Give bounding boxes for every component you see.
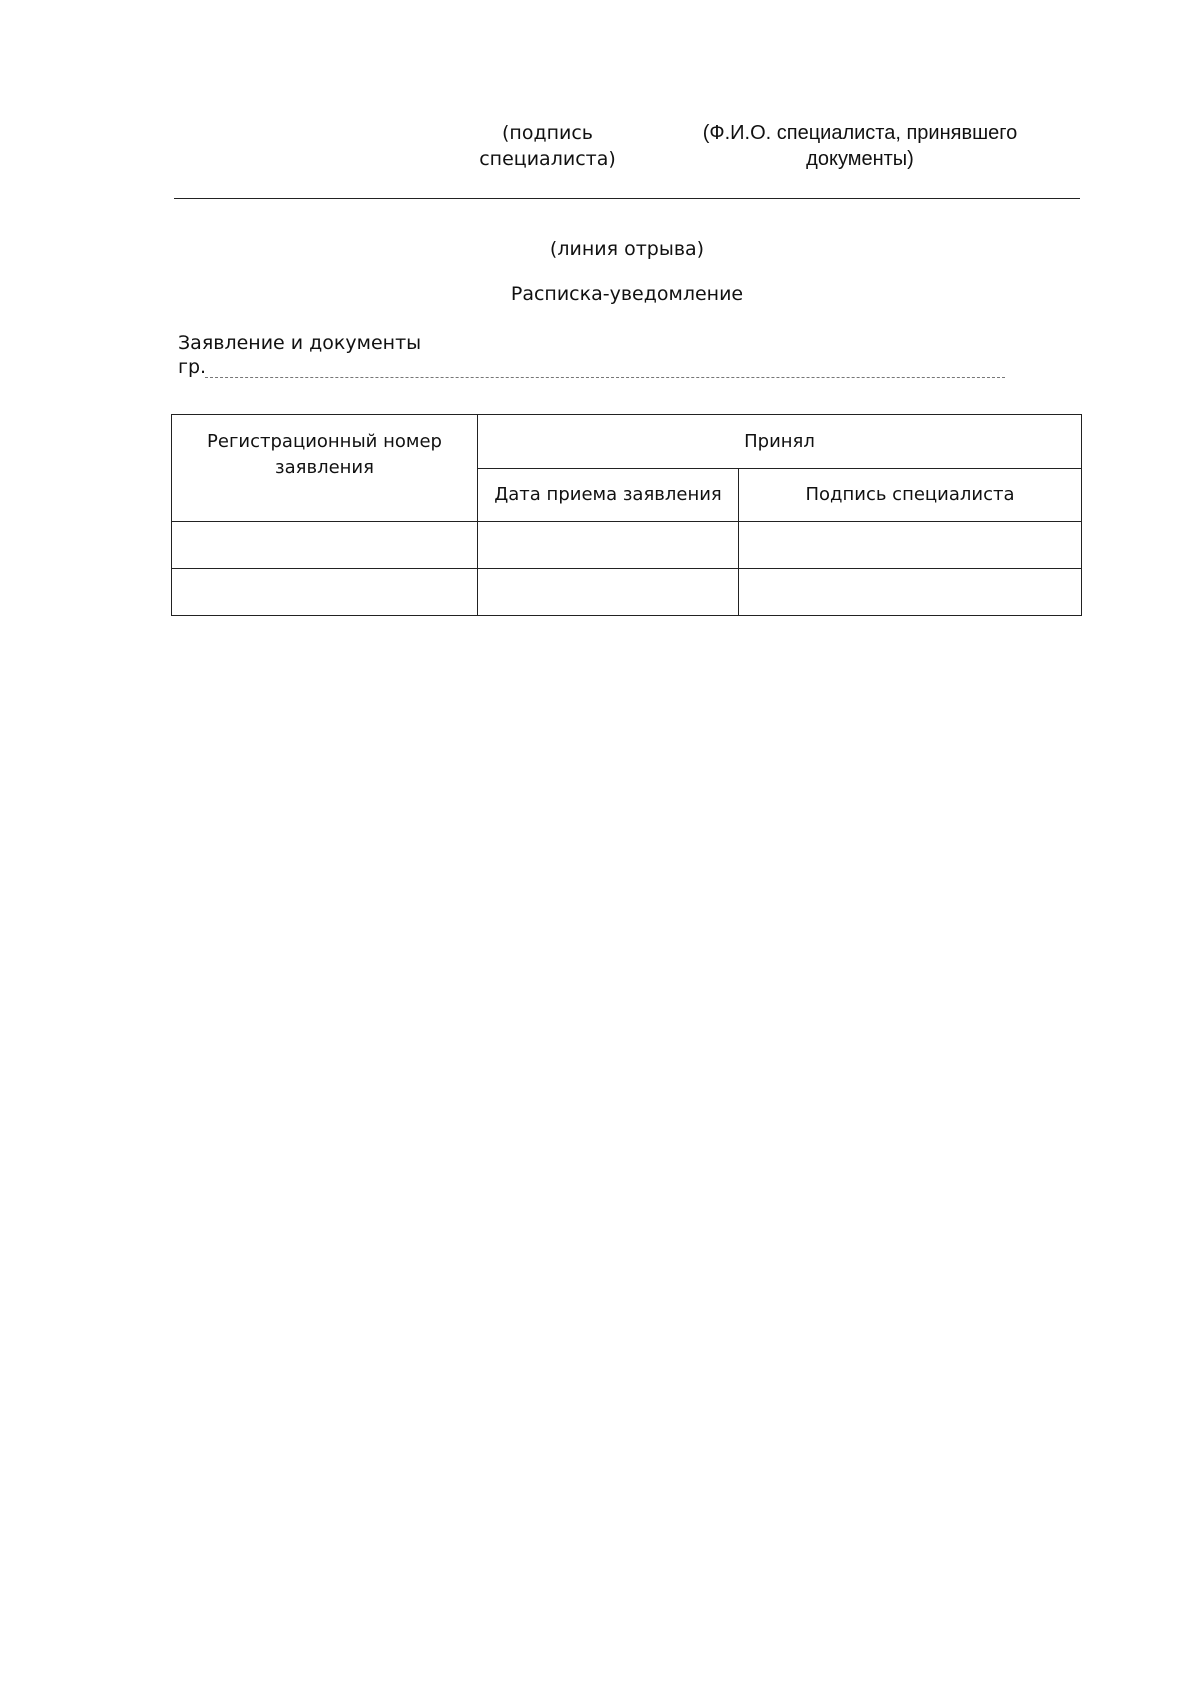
tear-line-label: (линия отрыва) (549, 238, 705, 260)
tear-line (174, 198, 1080, 199)
statement-text: Заявление и документы (178, 332, 422, 354)
table-cell (478, 522, 739, 569)
signature-caption: (подпись специалиста) (479, 122, 616, 170)
header-date-received: Дата приема заявления (478, 468, 739, 522)
table-header-row (172, 415, 1082, 469)
table-row (172, 522, 1082, 569)
header-specialist-signature: Подпись специалиста (739, 468, 1082, 522)
receipt-table (171, 414, 1082, 616)
table-cell (739, 522, 1082, 569)
table-cell (739, 569, 1082, 616)
table-cell (478, 569, 739, 616)
specialist-name-caption: (Ф.И.О. специалиста, принявшего документы) (702, 122, 1018, 170)
header-accepted: Принял (478, 415, 1082, 469)
header-registration-number: Регистрационный номер заявления (172, 415, 478, 522)
table-cell (172, 569, 478, 616)
table-cell (172, 522, 478, 569)
receipt-title: Расписка-уведомление (510, 283, 744, 305)
table-row (172, 569, 1082, 616)
citizen-prefix: гр. (178, 356, 207, 378)
citizen-name-fill-line (205, 377, 1005, 378)
